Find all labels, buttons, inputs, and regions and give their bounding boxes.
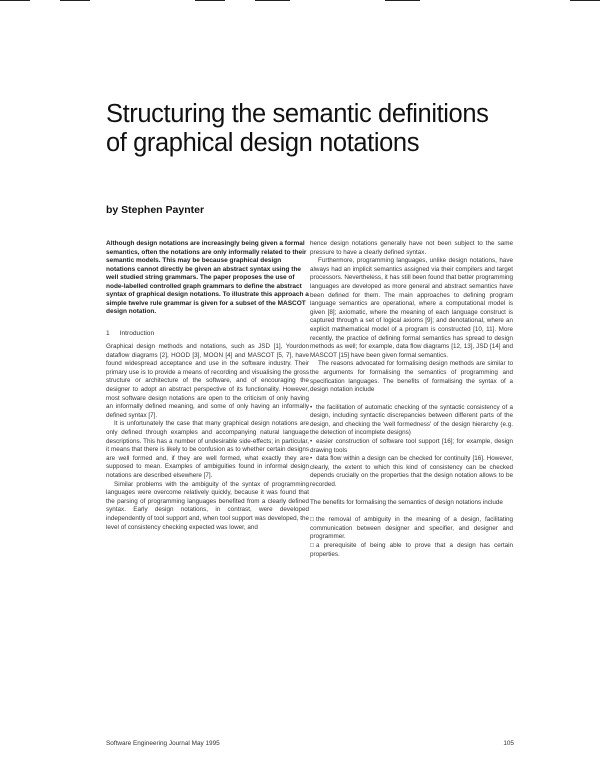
page-number: 105 <box>503 740 514 747</box>
bullet-item: □ the removal of ambiguity in the meaning of a design, facilitating communication between designer and specifier, and designer and programmer. <box>310 516 513 541</box>
crop-mark <box>60 0 90 1</box>
bullet-item: • the facilitation of automatic checking of the syntactic consistency of a design, including syntactic discrepancies between different parts of the design, and checking the 'well formedness' of the design hierarchy (e.g. the detection of incomplete designs) <box>310 403 513 437</box>
section-title: Introduction <box>119 329 155 337</box>
paragraph: hence design notations generally have not been subject to the same pressure to have a clearly defined syntax. <box>310 240 513 256</box>
author-byline: by Stephen Paynter <box>106 204 205 216</box>
bullet-item: • data flow within a design can be checked for continuity [16]. However, clearly, the extent to which this kind of consistency can be checked depends crucially on the properties that the design notation allows to be recorded. <box>310 455 513 489</box>
paragraph: Similar problems with the ambiguity of the syntax of programming languages were overcome relatively quickly, because it was found that the parsing of programming languages benefited from a clearly defined syntax. Early design notations, in contrast, were developed independently of tool support and, when tool support was developed, the level of consistency checking expected was lower, and <box>106 480 309 531</box>
paragraph: Furthermore, programming languages, unlike design notations, have always had an implicit semantics assigned via their compilers and target processors. Nevertheless, it has still been found that better programming languages are developed as more general and abstract semantics have been defined for them. The main approaches to defining program language semantics are operational, where a computational model is given [8]; axiomatic, where the meaning of each language construct is captured through a set of logical axioms [9]; and denotational, where an explicit mathematical model of a program is constructed [10, 11]. More recently, the practice of defining formal semantics has spread to design methods as well; for example, data flow diagrams [12, 13], JSD [14] and MASCOT [15] have been given formal semantics. <box>310 257 513 359</box>
crop-mark <box>255 0 290 1</box>
bullet-icon: □ <box>310 516 314 524</box>
paragraph: Graphical design methods and notations, such as JSD [1], Yourdon dataflow diagrams [2], HOOD [3], MOON [4] and MASCOT [5, 7], have found widespread acceptance and use in the software industry. Their primary use is to provide a means of recording and visualising the gross structure or architecture of the software, and of encouraging the designer to adopt an abstract perspective of its functionality. However, most software design notations are open to the criticism of only having an informally defined meaning, and some of only having an informally defined syntax [7]. <box>106 343 309 419</box>
left-column <box>106 240 309 532</box>
bullet-icon: • <box>310 403 313 411</box>
section-number: 1 <box>106 329 110 337</box>
crop-mark <box>0 0 30 1</box>
right-column <box>310 240 513 559</box>
paragraph: The benefits for formalising the semantics of design notations include <box>310 498 503 506</box>
bullet-icon: • <box>310 438 313 446</box>
section-heading <box>106 330 309 339</box>
bullet-item: □ a prerequisite of being able to prove that a design has certain properties. <box>310 542 513 558</box>
paragraph: The reasons advocated for formalising design methods are similar to the arguments for formalising the semantics of programming and specification languages. The benefits of formalising the syntax of a design notation include <box>310 360 513 394</box>
bullet-item: • easier construction of software tool support [16]; for example, design drawing tools <box>310 438 513 454</box>
crop-mark <box>385 0 420 1</box>
bullet-icon: • <box>310 455 313 463</box>
abstract: Although design notations are increasingly being given a formal semantics, often the notations are only informally related to their semantic models. This may be because graphical design notations cannot directly be given an abstract syntax using the well studied string grammars. The paper proposes the use of node-labelled controlled graph grammars to define the abstract syntax of graphical design notations. To illustrate this approach a simple twelve rule grammar is given for a subset of the MASCOT design notation. <box>106 240 309 315</box>
paragraph: It is unfortunately the case that many graphical design notations are only defined through examples and accompanying natural language descriptions. This has a number of undesirable side-effects; in particular, it means that there is likely to be confusion as to whether certain designs are well formed and, if they are well formed, what exactly they are supposed to mean. Examples of ambiguities found in informal design notations are described elsewhere [7]. <box>106 420 309 479</box>
article-title: Structuring the semantic definitions of graphical design notations <box>106 100 489 157</box>
crop-mark <box>195 0 225 1</box>
footer-journal: Software Engineering Journal May 1995 <box>106 740 220 747</box>
crop-mark <box>570 0 600 1</box>
bullet-icon: □ <box>310 542 314 549</box>
